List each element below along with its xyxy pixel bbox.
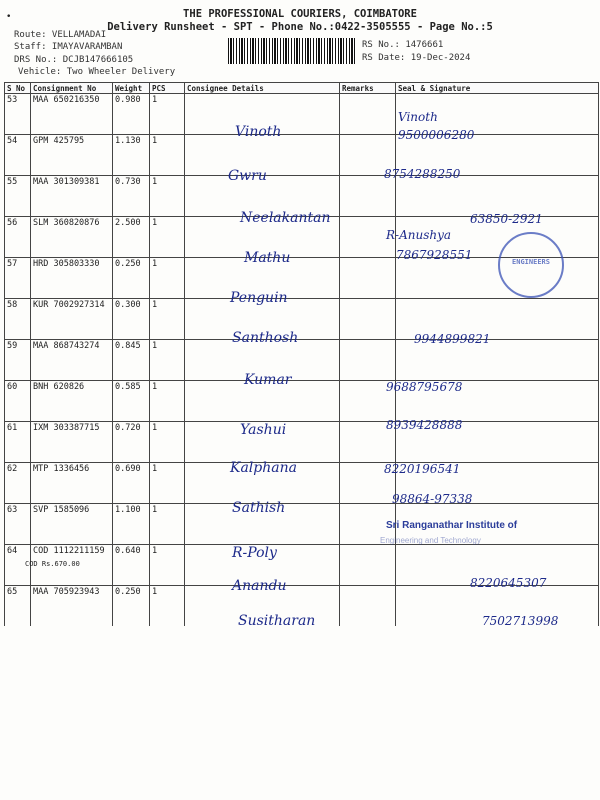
runsheet-title: Delivery Runsheet - SPT - Phone No.:0422-3505555 - Page No.:5 (107, 21, 493, 33)
cell-weight (113, 422, 150, 463)
signature-text: 7867928551 (396, 248, 473, 262)
col-consignment: Consignment No (31, 83, 113, 94)
cell-weight (113, 217, 150, 258)
cell-sno-text: 56 (7, 218, 18, 228)
cell-pcs (150, 94, 185, 135)
signature-text: 9500006280 (398, 128, 475, 142)
cell-pcs (150, 258, 185, 299)
cell-sno-text: 53 (7, 95, 18, 105)
cell-sno (5, 176, 31, 217)
col-consignee: Consignee Details (185, 83, 340, 94)
signature-text: 7502713998 (482, 614, 559, 628)
handwritten-name: Gwru (228, 168, 267, 184)
col-signature: Seal & Signature (396, 83, 599, 94)
cell-consignment (31, 340, 113, 381)
cell-sno-text: 59 (7, 341, 18, 351)
cell-pcs (150, 217, 185, 258)
barcode (228, 38, 356, 64)
cell-pcs-text: 1 (152, 546, 158, 556)
signature-text: 8220196541 (384, 462, 461, 476)
cell-pcs (150, 586, 185, 627)
company-title: THE PROFESSIONAL COURIERS, COIMBATORE (183, 8, 417, 20)
runsheet-table (4, 82, 599, 626)
cell-sno (5, 299, 31, 340)
cell-weight (113, 176, 150, 217)
cell-pcs (150, 176, 185, 217)
cell-remarks (340, 340, 396, 381)
cell-sno (5, 504, 31, 545)
cell-pcs-text: 1 (152, 587, 158, 597)
col-weight: Weight (113, 83, 150, 94)
cell-weight-text: 0.690 (115, 464, 141, 474)
cell-pcs-text: 1 (152, 423, 158, 433)
table-row (5, 135, 599, 176)
cell-consignment (31, 463, 113, 504)
cell-weight-text: 0.730 (115, 177, 141, 187)
cell-consignment (31, 422, 113, 463)
cell-weight-text: 2.500 (115, 218, 141, 228)
bullet-mark: • (6, 12, 12, 22)
cell-weight (113, 299, 150, 340)
cell-pcs (150, 299, 185, 340)
cell-consignment (31, 135, 113, 176)
cell-consignment-text: MAA 705923943 (33, 587, 100, 597)
vehicle-label: Vehicle: Two Wheeler Delivery (18, 67, 176, 77)
col-sno: S No (5, 83, 31, 94)
handwritten-name: Yashui (240, 422, 287, 438)
handwritten-name: Santhosh (232, 330, 299, 346)
table-row (5, 422, 599, 463)
cell-pcs (150, 381, 185, 422)
cell-weight-text: 0.250 (115, 259, 141, 269)
cell-weight-text: 1.100 (115, 505, 141, 515)
cell-weight (113, 504, 150, 545)
cell-weight-text: 1.130 (115, 136, 141, 146)
cell-consignment-text: SLM 360820876 (33, 218, 100, 228)
cell-sno-text: 61 (7, 423, 18, 433)
table-row (5, 299, 599, 340)
cell-pcs (150, 340, 185, 381)
cell-consignment (31, 586, 113, 627)
table-row (5, 381, 599, 422)
route-label: Route: VELLAMADAI (14, 30, 107, 40)
institute-stamp: Sri Ranganathar Institute of (386, 520, 518, 531)
signature-text: 98864-97338 (392, 492, 473, 506)
institute-stamp-line2: Engineering and Technology (380, 536, 481, 545)
cell-sno (5, 94, 31, 135)
signature-text: 8939428888 (386, 418, 463, 432)
cell-sno-text: 65 (7, 587, 18, 597)
cell-pcs (150, 135, 185, 176)
signature-text: 8220645307 (470, 576, 547, 590)
handwritten-name: Susitharan (238, 613, 316, 629)
cell-consignment-text: IXM 303387715 (33, 423, 100, 433)
cell-sno (5, 340, 31, 381)
cell-pcs-text: 1 (152, 382, 158, 392)
table-row (5, 340, 599, 381)
cell-sno-text: 58 (7, 300, 18, 310)
cell-weight-text: 0.845 (115, 341, 141, 351)
cell-weight-text: 0.300 (115, 300, 141, 310)
cell-sno-text: 64 (7, 546, 18, 556)
cell-pcs-text: 1 (152, 505, 158, 515)
cell-consignment (31, 258, 113, 299)
cell-pcs-text: 1 (152, 177, 158, 187)
rs-date: RS Date: 19-Dec-2024 (362, 53, 471, 63)
cell-sno-text: 54 (7, 136, 18, 146)
cell-weight (113, 586, 150, 627)
cell-consignment-text: MTP 1336456 (33, 464, 90, 474)
cell-signature (396, 258, 599, 299)
cell-consignment-text: KUR 7002927314 (33, 300, 105, 310)
drs-number: DRS No.: DCJB147666105 (14, 55, 134, 65)
handwritten-name: Vinoth (235, 124, 282, 140)
cell-pcs-text: 1 (152, 218, 158, 228)
cell-pcs (150, 545, 185, 586)
cell-consignment-text: HRD 305803330 (33, 259, 100, 269)
cell-weight (113, 135, 150, 176)
cell-weight-text: 0.720 (115, 423, 141, 433)
cell-sno-text: 55 (7, 177, 18, 187)
cell-weight (113, 94, 150, 135)
cell-signature (396, 176, 599, 217)
staff-label: Staff: IMAYAVARAMBAN (14, 42, 123, 52)
cell-pcs (150, 504, 185, 545)
cell-pcs-text: 1 (152, 95, 158, 105)
table-header-row (5, 83, 599, 94)
cell-consignment (31, 217, 113, 258)
cell-consignment-text: MAA 650216350 (33, 95, 100, 105)
cell-pcs-text: 1 (152, 464, 158, 474)
cell-sno (5, 381, 31, 422)
cell-consignment-text: GPM 425795 (33, 136, 85, 146)
cell-consignment (25, 545, 113, 586)
handwritten-name: Sathish (232, 500, 286, 516)
cell-weight (113, 258, 150, 299)
signature-text: 63850-2921 (470, 212, 543, 226)
cell-consignment-text: MAA 868743274 (33, 341, 100, 351)
cell-weight-text: 0.980 (115, 95, 141, 105)
handwritten-name: R-Poly (232, 545, 277, 561)
cell-pcs (150, 422, 185, 463)
cell-sno-text: 57 (7, 259, 18, 269)
signature-text: 9688795678 (386, 380, 463, 394)
cell-remarks (340, 299, 396, 340)
cell-remarks (340, 586, 396, 627)
handwritten-name: Kumar (244, 372, 292, 388)
handwritten-name: Mathu (244, 250, 291, 266)
cell-sno (5, 258, 31, 299)
cell-sno (5, 217, 31, 258)
cell-sno-text: 62 (7, 464, 18, 474)
signature-text: 9944899821 (414, 332, 491, 346)
cell-remarks (340, 545, 396, 586)
cell-pcs (150, 463, 185, 504)
handwritten-name: Kalphana (230, 460, 297, 476)
cell-consignment-text: SVP 1585096 (33, 505, 90, 515)
cell-consignment (31, 299, 113, 340)
cell-weight-text: 0.250 (115, 587, 141, 597)
handwritten-name: Neelakantan (240, 210, 331, 226)
cell-consignment (31, 176, 113, 217)
cell-remarks (340, 94, 396, 135)
cell-sno (5, 135, 31, 176)
cell-remarks (340, 258, 396, 299)
signature-text: R-Anushya (386, 228, 452, 242)
cell-weight (113, 381, 150, 422)
table-row (5, 463, 599, 504)
cell-consignment (31, 504, 113, 545)
cell-consignment-text: MAA 301309381 (33, 177, 100, 187)
cell-sno-text: 63 (7, 505, 18, 515)
cell-weight-text: 0.585 (115, 382, 141, 392)
cell-consignment (31, 381, 113, 422)
round-stamp: ENGINEERS (498, 232, 564, 298)
col-remarks: Remarks (340, 83, 396, 94)
cell-weight (113, 463, 150, 504)
rs-number: RS No.: 1476661 (362, 40, 444, 50)
cell-pcs-text: 1 (152, 259, 158, 269)
cell-weight-text: 0.640 (115, 546, 141, 556)
signature-text: Vinoth (398, 110, 438, 124)
cell-remarks (340, 176, 396, 217)
cell-pcs-text: 1 (152, 300, 158, 310)
cell-sno (5, 422, 31, 463)
cod-amount: COD Rs.670.00 (25, 560, 80, 568)
handwritten-name: Anandu (232, 578, 287, 594)
cell-consignment-text: BNH 620826 (33, 382, 85, 392)
cell-sno (5, 463, 31, 504)
cell-weight (113, 545, 150, 586)
col-pcs: PCS (150, 83, 185, 94)
cell-consignment-text: COD 1112211159 (33, 546, 105, 556)
handwritten-name: Penguin (230, 290, 288, 306)
cell-sno (5, 586, 31, 627)
cell-pcs-text: 1 (152, 341, 158, 351)
cell-pcs-text: 1 (152, 136, 158, 146)
signature-text: 8754288250 (384, 167, 461, 181)
cell-consignment (31, 94, 113, 135)
cell-weight (113, 340, 150, 381)
table-row (5, 94, 599, 135)
cell-sno-text: 60 (7, 382, 18, 392)
